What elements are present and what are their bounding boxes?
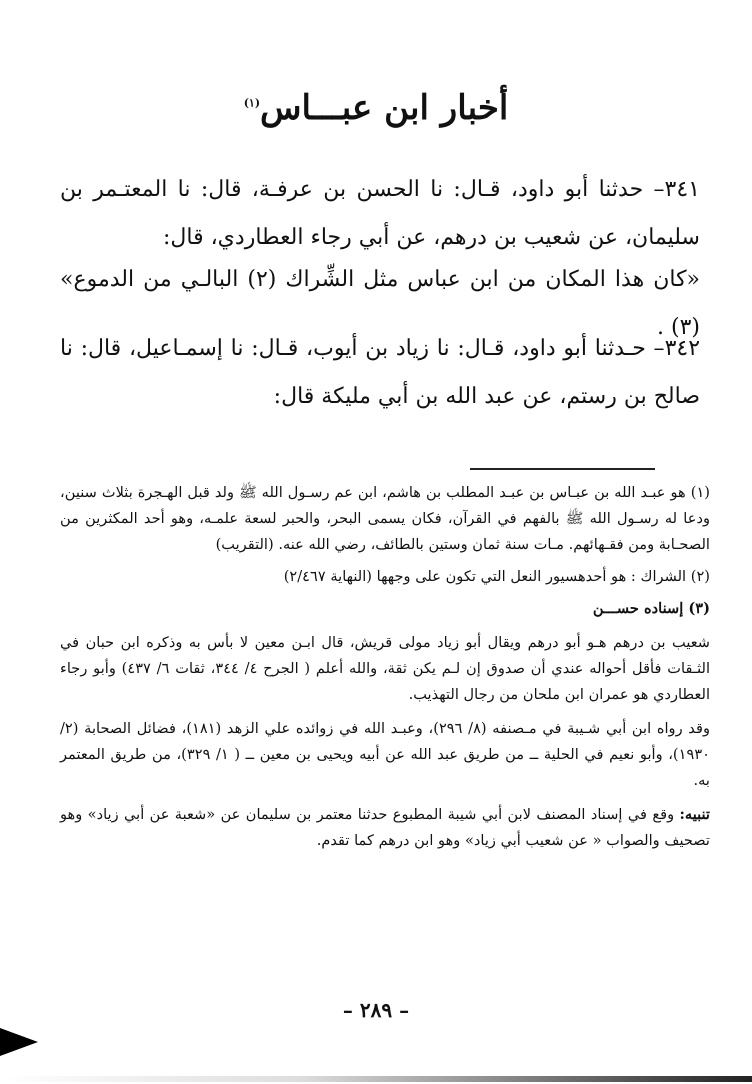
page-edge-mark xyxy=(0,1028,38,1056)
hadith-341-text: «كان هذا المكان من ابن عباس مثل الشِّراك (٢) البالـي من الدموع» (٣) . xyxy=(60,267,700,340)
title-footnote-ref: (١) xyxy=(243,96,261,110)
title-text: أخبار ابن عبـــاس xyxy=(260,88,509,128)
footnote-3-paragraph-1: شعيب بن درهم هـو أبو درهم ويقال أبو زياد مولى قريش، قال ابـن معين لا بأس به وذكره ابن حبان في الثـقات فأقل أحواله عندي أن صدوق إن لـم يكن ثقة، والله أعلم ( الجرح ٤/ ٣٤٤، ثقات ٦/ ٤٣٧) وأبو رجاء العطاردي هو عمران ابن ملحان من رجال التهذيب. xyxy=(60,634,711,703)
footnote-1: (١) هو عبـد الله بن عبـاس بن عبـد المطلب بن هاشم، ابن عم رسـول الله ﷺ ولد قبل الهـجرة بثلاث سنين، ودعا له رسـول الله ﷺ بالفهم في القرآن، فكان يسمى البحر، والحبر لسعة علمـه، وهو أحد المكثرين من الصحـابة ومن فقـهائهم. مـات سنة ثمان وستين بالطائف، رضي الله عنه. (التقريب) xyxy=(60,484,710,553)
footnotes xyxy=(60,480,710,858)
footnote-3-heading: (٣) إسناده حســـن xyxy=(592,600,710,617)
footnote-3-paragraph-2: وقد رواه ابن أبي شـيبة في مـصنفه (٨/ ٢٩٦)، وعبـد الله في زوائده علي الزهد (١٨١)، فضائل الصحابة (٢/ ١٩٣٠)، وأبو نعيم في الحلية ــ من طريق عبد الله عن أبيه ويحيى بن معين ــ ( ١/ ٣٢٩)، من طريق المعتمر به. xyxy=(60,720,710,789)
page-number: – ٢٨٩ – xyxy=(342,998,410,1022)
page-title xyxy=(0,88,752,128)
scan-bottom-edge xyxy=(0,1076,752,1082)
caution-label: تنبيه: xyxy=(679,806,710,823)
footnote-3-caution xyxy=(60,802,710,854)
caution-text: وقع في إسناد المصنف لابن أبي شيبة المطبوع حدثنا معتمر بن سليمان عن «شعبة عن أبي زياد» وهو تصحيف والصواب « عن شعيب أبي زياد» وهو ابن درهم كما تقدم. xyxy=(60,806,710,849)
footnote-separator xyxy=(470,468,655,470)
hadith-341: ٣٤١– حدثنا أبو داود، قـال: نا الحسن بن عرفـة، قال: نا المعتـمر بن سليمان، عن شعيب بن درهم، عن أبي رجاء العطاردي، قال: xyxy=(60,177,700,250)
hadith-342: ٣٤٢– حـدثنا أبو داود، قـال: نا زياد بن أيوب، قـال: نا إسمـاعيل، قال: نا صالح بن رستم، عن عبد الله بن أبي مليكة قال: xyxy=(60,336,701,409)
footnote-2: (٢) الشراك : هو أحدهسيور النعل التي تكون على وجهها (النهاية ٢/٤٦٧) xyxy=(283,568,710,585)
